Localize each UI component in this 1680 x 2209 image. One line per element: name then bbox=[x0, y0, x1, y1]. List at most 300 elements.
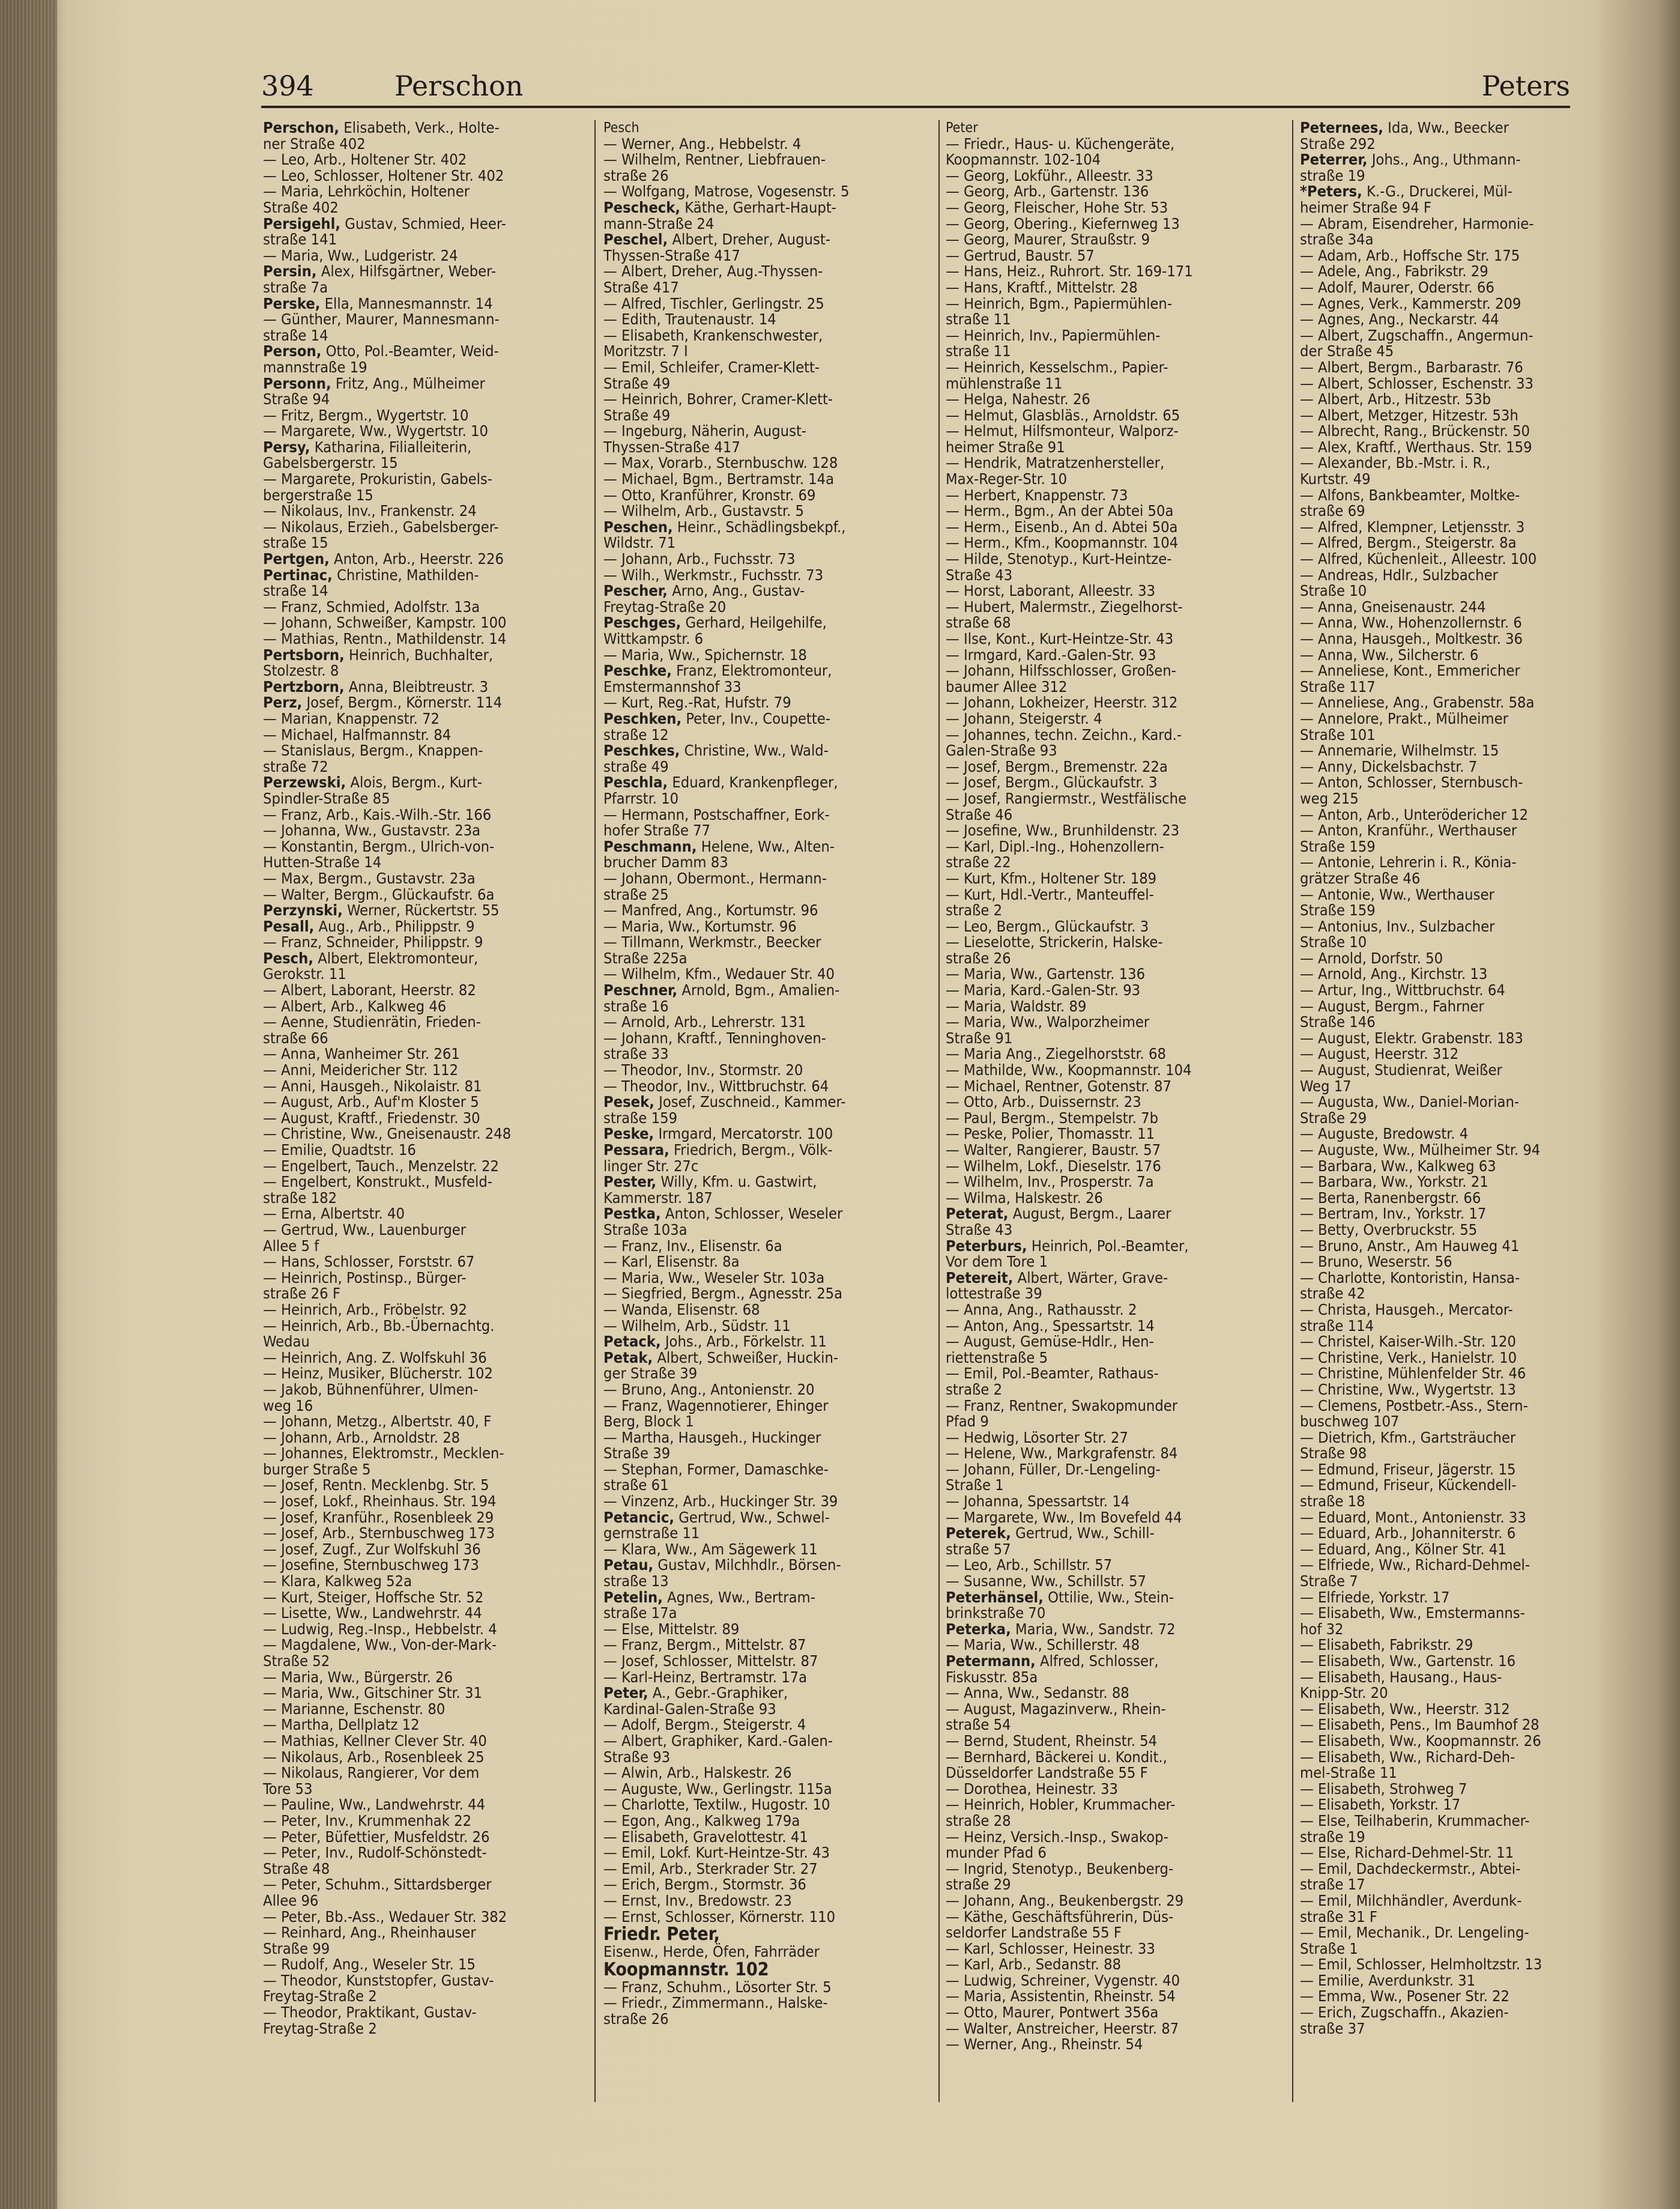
entry-text: — Albert, Graphiker, Kard.-Galen- bbox=[603, 1732, 833, 1750]
entry-surname: Petack, bbox=[603, 1333, 661, 1351]
directory-entry bbox=[603, 1222, 934, 1238]
page-number: 394 bbox=[261, 70, 314, 102]
entry-text: — Auguste, Ww., Mülheimer Str. 94 bbox=[1300, 1141, 1541, 1159]
entry-text: — Otto, Arb., Duissernstr. 23 bbox=[946, 1093, 1141, 1111]
entry-text: — Emilie, Quadtstr. 16 bbox=[263, 1141, 416, 1159]
entry-text: — Christine, Verk., Hanielstr. 10 bbox=[1300, 1348, 1517, 1366]
running-head-left: Perschon bbox=[394, 70, 524, 102]
entry-text: Arno, Ang., Gustav- bbox=[667, 582, 805, 600]
entry-text: — Franz, Bergm., Mittelstr. 87 bbox=[603, 1636, 806, 1654]
directory-entry bbox=[1300, 1605, 1630, 1622]
entry-text: — Josef, Rangiermstr., Westfälische bbox=[946, 789, 1187, 807]
directory-entry bbox=[1300, 1159, 1630, 1175]
entry-text: — Andreas, Hdlr., Sulzbacher bbox=[1300, 566, 1498, 584]
entry-text: — Maria, Ww., Weseler Str. 103a bbox=[603, 1268, 825, 1286]
directory-entry bbox=[946, 1797, 1285, 1813]
directory-entry bbox=[263, 679, 587, 695]
directory-entry bbox=[946, 647, 1285, 664]
entry-text: — Johann, Ang., Beukenbergstr. 29 bbox=[946, 1891, 1184, 1909]
directory-entry bbox=[946, 695, 1285, 711]
entry-text: — Agnes, Verk., Kammerstr. 209 bbox=[1300, 294, 1521, 312]
directory-entry bbox=[263, 1893, 587, 1909]
entry-text: — Maria, Ww., Kortumstr. 96 bbox=[603, 917, 797, 935]
entry-text: — Rudolf, Ang., Weseler Str. 15 bbox=[263, 1956, 476, 1974]
entry-text: Wedau bbox=[263, 1333, 310, 1351]
directory-entry bbox=[946, 727, 1285, 744]
directory-entry bbox=[1300, 855, 1630, 871]
entry-text: — Karl, Elisenstr. 8a bbox=[603, 1253, 740, 1271]
directory-entry bbox=[603, 966, 934, 983]
entry-text: — Edmund, Friseur, Kückendell- bbox=[1300, 1476, 1517, 1494]
entry-text: Emstermannshof 33 bbox=[603, 677, 742, 695]
directory-entry bbox=[263, 1366, 587, 1382]
entry-text: Anton, Arb., Heerstr. 226 bbox=[329, 550, 504, 568]
directory-entry bbox=[1300, 1670, 1630, 1686]
entry-text: Kurtstr. 49 bbox=[1300, 470, 1371, 488]
entry-text: straße 16 bbox=[603, 997, 669, 1015]
entry-text: Gabelsbergerstr. 15 bbox=[263, 454, 398, 472]
directory-entry bbox=[946, 1382, 1285, 1398]
directory-entry bbox=[263, 1590, 587, 1606]
directory-entry bbox=[1300, 1014, 1630, 1031]
directory-entry bbox=[603, 1909, 934, 1926]
entry-text: — Michael, Halfmannstr. 84 bbox=[263, 726, 452, 744]
directory-entry bbox=[603, 631, 934, 647]
entry-text: Christine, Mathilden- bbox=[332, 566, 479, 584]
entry-text: — Anton, Arb., Unterödericher 12 bbox=[1300, 805, 1529, 823]
directory-entry bbox=[1300, 583, 1630, 599]
directory-entry bbox=[1300, 503, 1630, 520]
directory-entry bbox=[603, 1622, 934, 1638]
directory-entry bbox=[946, 392, 1285, 408]
directory-entry bbox=[603, 647, 934, 664]
entry-text: — Heinrich, Hobler, Krummacher- bbox=[946, 1796, 1176, 1814]
directory-entry bbox=[1300, 1750, 1630, 1766]
directory-entry bbox=[1300, 1079, 1630, 1095]
entry-text: Gustav, Milchhdlr., Börsen- bbox=[653, 1556, 841, 1574]
directory-entry bbox=[946, 1877, 1285, 1893]
entry-text: — Elisabeth, Gravelottestr. 41 bbox=[603, 1828, 808, 1846]
directory-entry bbox=[603, 1605, 934, 1622]
entry-text: straße 11 bbox=[946, 311, 1011, 329]
directory-entry bbox=[603, 807, 934, 823]
entry-surname: Perzynski, bbox=[263, 901, 343, 920]
entry-text: — Alfred, Klempner, Letjensstr. 3 bbox=[1300, 518, 1525, 536]
directory-entry bbox=[603, 488, 934, 504]
entry-text: Straße 7 bbox=[1300, 1572, 1358, 1590]
entry-text: Straße 146 bbox=[1300, 1013, 1376, 1031]
entry-text: — Georg, Maurer, Straußstr. 9 bbox=[946, 231, 1150, 249]
entry-text: — Mathilde, Ww., Koopmannstr. 104 bbox=[946, 1061, 1192, 1079]
entry-text: — Peter, Inv., Krummenhak 22 bbox=[263, 1811, 472, 1829]
directory-entry bbox=[263, 328, 587, 344]
directory-entry bbox=[263, 1446, 587, 1462]
entry-text: — Theodor, Inv., Stormstr. 20 bbox=[603, 1061, 803, 1079]
directory-entry bbox=[946, 1557, 1285, 1574]
directory-entry bbox=[1300, 727, 1630, 744]
entry-text: — Friedr., Zimmermann., Halske- bbox=[603, 1994, 828, 2012]
directory-entry bbox=[1300, 440, 1630, 456]
entry-text: Pfarrstr. 10 bbox=[603, 789, 679, 807]
entry-text: Ella, Mannesmannstr. 14 bbox=[320, 294, 493, 312]
directory-entry bbox=[263, 1829, 587, 1846]
directory-entry bbox=[263, 1685, 587, 1701]
entry-text: straße 18 bbox=[1300, 1492, 1365, 1511]
entry-text: — Hans, Schlosser, Forststr. 67 bbox=[263, 1253, 475, 1271]
directory-entry bbox=[946, 1973, 1285, 1989]
directory-entry bbox=[1300, 1957, 1630, 1973]
directory-entry bbox=[946, 1494, 1285, 1510]
entry-text: — Theodor, Praktikant, Gustav- bbox=[263, 2004, 477, 2022]
entry-text: — Susanne, Ww., Schillstr. 57 bbox=[946, 1572, 1147, 1590]
entry-text: — Elisabeth, Strohweg 7 bbox=[1300, 1780, 1467, 1798]
entry-text: — Hubert, Malermstr., Ziegelhorst- bbox=[946, 598, 1183, 616]
directory-entry bbox=[1300, 887, 1630, 903]
entry-text: der Straße 45 bbox=[1300, 342, 1394, 360]
entry-text: — Else, Mittelstr. 89 bbox=[603, 1620, 740, 1638]
directory-entry bbox=[263, 216, 587, 232]
directory-entry bbox=[603, 679, 934, 695]
entry-surname: Peterhänsel, bbox=[946, 1588, 1044, 1606]
directory-entry bbox=[263, 1350, 587, 1366]
entry-text: Straße 117 bbox=[1300, 677, 1376, 695]
directory-entry bbox=[603, 200, 934, 216]
entry-text: — Wilh., Werkmstr., Fuchsstr. 73 bbox=[603, 566, 824, 584]
entry-text: A., Gebr.-Graphiker, bbox=[648, 1684, 788, 1702]
entry-text: seldorfer Landstraße 55 F bbox=[946, 1924, 1122, 1942]
directory-entry bbox=[1300, 312, 1630, 328]
entry-text: — Josefine, Ww., Brunhildenstr. 23 bbox=[946, 822, 1180, 840]
directory-entry bbox=[1300, 1190, 1630, 1207]
entry-text: — Johann, Kraftf., Tenninghoven- bbox=[603, 1029, 826, 1047]
directory-entry bbox=[946, 535, 1285, 551]
entry-text: — Hilde, Stenotyp., Kurt-Heintze- bbox=[946, 550, 1172, 568]
directory-entry bbox=[263, 999, 587, 1015]
directory-entry bbox=[1300, 1797, 1630, 1813]
directory-entry bbox=[603, 216, 934, 232]
entry-text: — Engelbert, Konstrukt., Musfeld- bbox=[263, 1173, 493, 1191]
directory-entry bbox=[1300, 1542, 1630, 1558]
entry-text: — Ingeburg, Näherin, August- bbox=[603, 422, 807, 440]
directory-entry bbox=[1300, 1062, 1630, 1079]
directory-entry bbox=[263, 887, 587, 903]
entry-surname: Pertzborn, bbox=[263, 677, 345, 695]
entry-surname: Pescher, bbox=[603, 582, 668, 600]
directory-entry bbox=[1300, 1350, 1630, 1366]
directory-entry bbox=[263, 1046, 587, 1062]
entry-text: — Franz, Wagennotierer, Ehinger bbox=[603, 1396, 829, 1414]
directory-entry bbox=[603, 455, 934, 471]
directory-entry bbox=[946, 344, 1285, 360]
directory-entry bbox=[263, 1510, 587, 1526]
entry-text: — Anton, Kranführ., Werthauser bbox=[1300, 822, 1517, 840]
directory-entry bbox=[1300, 1717, 1630, 1733]
entry-surname: Persigehl, bbox=[263, 214, 341, 232]
directory-entry bbox=[603, 1446, 934, 1462]
directory-entry bbox=[946, 711, 1285, 727]
directory-entry bbox=[946, 1142, 1285, 1159]
directory-entry bbox=[1300, 1094, 1630, 1111]
entry-text: straße 15 bbox=[263, 534, 328, 552]
entry-text: — Antonius, Inv., Sulzbacher bbox=[1300, 917, 1495, 935]
entry-text: — Annelore, Prakt., Mülheimer bbox=[1300, 709, 1508, 727]
entry-text: — Klara, Kalkweg 52a bbox=[263, 1572, 412, 1590]
entry-text: — Ilse, Kont., Kurt-Heintze-Str. 43 bbox=[946, 630, 1174, 647]
entry-text: — Bruno, Ang., Antonienstr. 20 bbox=[603, 1380, 815, 1398]
entry-text: straße 26 bbox=[946, 949, 1011, 967]
entry-text: Düsseldorfer Landstraße 55 F bbox=[946, 1764, 1148, 1782]
entry-text: — Johanna, Spessartstr. 14 bbox=[946, 1492, 1130, 1511]
entry-text: Koopmannstr. 102-104 bbox=[946, 151, 1101, 169]
entry-surname: Perske, bbox=[263, 294, 321, 312]
directory-entry bbox=[1300, 1446, 1630, 1462]
directory-entry bbox=[1300, 152, 1630, 168]
directory-entry bbox=[1300, 647, 1630, 664]
directory-entry bbox=[946, 1653, 1285, 1670]
entry-surname: Petelin, bbox=[603, 1588, 663, 1606]
entry-text: Straße 159 bbox=[1300, 837, 1376, 855]
directory-entry bbox=[1300, 264, 1630, 280]
entry-text: — Else, Richard-Dehmel-Str. 11 bbox=[1300, 1844, 1514, 1862]
entry-surname: Pesek, bbox=[603, 1093, 654, 1111]
directory-entry bbox=[1300, 1318, 1630, 1335]
directory-entry bbox=[263, 1206, 587, 1222]
directory-entry bbox=[263, 200, 587, 216]
directory-entry bbox=[946, 1670, 1285, 1686]
entry-text: — Franz, Inv., Elisenstr. 6a bbox=[603, 1237, 782, 1255]
entry-text: — Gertrud, Baustr. 57 bbox=[946, 246, 1095, 264]
entry-text: — Wilhelm, Arb., Südstr. 11 bbox=[603, 1317, 791, 1335]
entry-text: Johs., Arb., Förkelstr. 11 bbox=[660, 1333, 827, 1351]
directory-entry bbox=[1300, 232, 1630, 248]
entry-text: Straße 49 bbox=[603, 374, 671, 392]
column-4 bbox=[1300, 120, 1630, 2037]
entry-text: straße 68 bbox=[946, 614, 1011, 632]
directory-entry bbox=[946, 1590, 1285, 1606]
entry-text: — Anna, Ww., Sedanstr. 88 bbox=[946, 1684, 1129, 1702]
directory-entry bbox=[603, 999, 934, 1015]
directory-entry bbox=[946, 312, 1285, 328]
entry-surname: Person, bbox=[263, 342, 322, 360]
directory-entry bbox=[1300, 296, 1630, 312]
entry-text: straße 28 bbox=[946, 1811, 1011, 1829]
directory-entry bbox=[946, 951, 1285, 967]
entry-text: — Peske, Polier, Thomasstr. 11 bbox=[946, 1125, 1155, 1143]
entry-text: Wittkampstr. 6 bbox=[603, 630, 704, 647]
directory-entry bbox=[1300, 1462, 1630, 1478]
directory-entry bbox=[603, 1206, 934, 1222]
entry-text: Thyssen-Straße 417 bbox=[603, 438, 740, 456]
entry-text: — Walter, Anstreicher, Heerstr. 87 bbox=[946, 2019, 1179, 2037]
entry-text: — Artur, Ing., Wittbruchstr. 64 bbox=[1300, 981, 1505, 999]
directory-entry bbox=[1300, 1414, 1630, 1430]
entry-text: — Edith, Trautenaustr. 14 bbox=[603, 311, 776, 329]
directory-entry bbox=[946, 1046, 1285, 1062]
directory-entry bbox=[603, 1797, 934, 1813]
directory-entry bbox=[946, 1302, 1285, 1318]
directory-entry bbox=[603, 168, 934, 184]
directory-entry bbox=[946, 264, 1285, 280]
entry-text: — Johannes, techn. Zeichn., Kard.- bbox=[946, 726, 1182, 744]
entry-surname: Petermann, bbox=[946, 1652, 1036, 1670]
directory-entry bbox=[946, 1510, 1285, 1526]
entry-text: — Maria, Ww., Walporzheimer bbox=[946, 1013, 1150, 1031]
entry-text: — Konstantin, Bergm., Ulrich-von- bbox=[263, 837, 495, 855]
directory-entry bbox=[603, 1670, 934, 1686]
directory-entry bbox=[946, 248, 1285, 264]
entry-text: — Helmut, Glasbläs., Arnoldstr. 65 bbox=[946, 406, 1180, 424]
directory-entry bbox=[263, 1861, 587, 1877]
entry-text: straße 33 bbox=[603, 1045, 669, 1063]
directory-entry bbox=[1300, 1270, 1630, 1286]
entry-text: — Leo, Arb., Schillstr. 57 bbox=[946, 1556, 1113, 1574]
entry-text: — Josef, Schlosser, Mittelstr. 87 bbox=[603, 1652, 818, 1670]
directory-entry bbox=[946, 455, 1285, 471]
directory-entry bbox=[946, 1414, 1285, 1430]
directory-entry bbox=[603, 1398, 934, 1414]
entry-text: — Walter, Rangierer, Baustr. 57 bbox=[946, 1141, 1161, 1159]
directory-entry bbox=[603, 983, 934, 999]
directory-entry bbox=[263, 120, 587, 136]
directory-entry bbox=[263, 951, 587, 967]
entry-text: — Heinrich, Bohrer, Cramer-Klett- bbox=[603, 390, 833, 408]
directory-entry bbox=[1300, 1813, 1630, 1829]
entry-text: straße 14 bbox=[263, 326, 328, 344]
directory-entry bbox=[1300, 935, 1630, 951]
entry-text: Knipp-Str. 20 bbox=[1300, 1684, 1388, 1702]
directory-entry bbox=[263, 488, 587, 504]
directory-entry bbox=[946, 2021, 1285, 2037]
directory-entry bbox=[263, 1174, 587, 1190]
entry-text: Wildstr. 71 bbox=[603, 534, 676, 552]
entry-text: — Nikolaus, Rangierer, Vor dem bbox=[263, 1764, 480, 1782]
entry-text: — Maria, Ww., Schillerstr. 48 bbox=[946, 1636, 1140, 1654]
entry-text: — Alfred, Bergm., Steigerstr. 8a bbox=[1300, 534, 1517, 552]
directory-entry bbox=[603, 1557, 934, 1574]
directory-entry bbox=[603, 1270, 934, 1286]
entry-text: — Otto, Kranführer, Kronstr. 69 bbox=[603, 486, 816, 504]
entry-text: — Emil, Lokf. Kurt-Heintze-Str. 43 bbox=[603, 1844, 830, 1862]
directory-entry bbox=[263, 1845, 587, 1861]
directory-entry bbox=[1300, 1701, 1630, 1718]
directory-entry bbox=[263, 1398, 587, 1414]
entry-text: — Albert, Zugschaffn., Angermun- bbox=[1300, 326, 1533, 344]
entry-text: August, Bergm., Laarer bbox=[1008, 1205, 1171, 1223]
entry-text: — Anny, Dickelsbachstr. 7 bbox=[1300, 757, 1478, 775]
entry-text: Agnes, Ww., Bertram- bbox=[662, 1588, 815, 1606]
entry-text: Straße 99 bbox=[263, 1939, 330, 1957]
entry-text: — Josef, Kranführ., Rosenbleek 29 bbox=[263, 1508, 494, 1526]
entry-text: Weg 17 bbox=[1300, 1077, 1352, 1095]
entry-text: — Martha, Hausgeh., Huckinger bbox=[603, 1428, 821, 1446]
directory-entry bbox=[946, 1605, 1285, 1622]
directory-entry bbox=[1300, 168, 1630, 184]
entry-text: Albert, Schweißer, Huckin- bbox=[653, 1348, 839, 1366]
entry-text: — Werner, Ang., Rheinstr. 54 bbox=[946, 2035, 1143, 2053]
entry-text: — Abram, Eisendreher, Harmonie- bbox=[1300, 214, 1534, 232]
entry-text: Straße 225a bbox=[603, 949, 687, 967]
directory-entry bbox=[603, 871, 934, 887]
entry-surname: Pertgen, bbox=[263, 550, 330, 568]
directory-entry bbox=[1300, 1622, 1630, 1638]
entry-text: straße 69 bbox=[1300, 502, 1365, 520]
entry-surname: Persy, bbox=[263, 438, 310, 456]
directory-entry bbox=[1300, 280, 1630, 296]
entry-text: Albert, Wärter, Grave- bbox=[1013, 1268, 1168, 1286]
directory-entry bbox=[263, 791, 587, 807]
entry-text: — Karl, Arb., Sedanstr. 88 bbox=[946, 1956, 1122, 1974]
directory-entry bbox=[603, 1046, 934, 1062]
entry-text: — Wilhelm, Kfm., Wedauer Str. 40 bbox=[603, 965, 835, 983]
directory-entry bbox=[1300, 1973, 1630, 1989]
entry-text: — Emil, Schlosser, Helmholtzstr. 13 bbox=[1300, 1956, 1543, 1974]
entry-text: Albert, Elektromonteur, bbox=[313, 949, 479, 967]
entry-text: — Paul, Bergm., Stempelstr. 7b bbox=[946, 1109, 1159, 1127]
directory-entry bbox=[603, 1845, 934, 1861]
directory-entry bbox=[263, 1526, 587, 1542]
directory-entry bbox=[263, 1542, 587, 1558]
directory-entry bbox=[1300, 1046, 1630, 1062]
entry-text: — Albrecht, Rang., Brückenstr. 50 bbox=[1300, 422, 1530, 440]
entry-text: straße 26 bbox=[603, 2010, 669, 2028]
directory-entry bbox=[603, 1174, 934, 1190]
directory-entry bbox=[263, 1462, 587, 1478]
entry-text: — Anna, Ang., Rathausstr. 2 bbox=[946, 1300, 1137, 1318]
directory-entry bbox=[946, 919, 1285, 935]
entry-text: — Herbert, Knappenstr. 73 bbox=[946, 486, 1128, 504]
directory-entry bbox=[946, 599, 1285, 616]
entry-text: — Herm., Eisenb., An d. Abtei 50a bbox=[946, 518, 1178, 536]
entry-text: — Wilhelm, Rentner, Liebfrauen- bbox=[603, 151, 826, 169]
directory-entry bbox=[263, 1190, 587, 1207]
directory-entry bbox=[263, 727, 587, 744]
directory-entry bbox=[946, 1334, 1285, 1350]
directory-entry bbox=[946, 1765, 1285, 1781]
entry-text: Heinr., Schädlingsbekpf., bbox=[672, 518, 846, 536]
directory-entry bbox=[263, 1637, 587, 1653]
entry-text: — Albert, Arb., Kalkweg 46 bbox=[263, 997, 447, 1015]
directory-entry bbox=[1300, 1398, 1630, 1414]
entry-text: — August, Studienrat, Weißer bbox=[1300, 1061, 1502, 1079]
entry-text: heimer Straße 94 F bbox=[1300, 198, 1432, 216]
directory-entry bbox=[946, 232, 1285, 248]
directory-entry bbox=[263, 1094, 587, 1111]
entry-text: buschweg 107 bbox=[1300, 1413, 1400, 1431]
directory-entry bbox=[603, 695, 934, 711]
entry-text: — Alfons, Bankbeamter, Moltke- bbox=[1300, 486, 1520, 504]
entry-text: Thyssen-Straße 417 bbox=[603, 246, 740, 264]
directory-entry bbox=[603, 1510, 934, 1526]
entry-text: — Emil, Milchhändler, Averdunk- bbox=[1300, 1891, 1522, 1909]
entry-text: — Christine, Mühlenfelder Str. 46 bbox=[1300, 1365, 1526, 1383]
entry-text: — Elisabeth, Fabrikstr. 29 bbox=[1300, 1636, 1473, 1654]
entry-text: — Horst, Laborant, Alleestr. 33 bbox=[946, 582, 1156, 600]
directory-entry bbox=[263, 631, 587, 647]
directory-entry bbox=[946, 1701, 1285, 1718]
entry-text: — Berta, Ranenbergstr. 66 bbox=[1300, 1189, 1481, 1207]
directory-entry bbox=[946, 1574, 1285, 1590]
header-rule bbox=[261, 106, 1570, 108]
entry-surname: Pescheck, bbox=[603, 198, 681, 216]
entry-text: Straße 10 bbox=[1300, 582, 1367, 600]
directory-entry bbox=[1300, 1574, 1630, 1590]
entry-text: Straße 39 bbox=[603, 1444, 671, 1462]
entry-text: Hutten-Straße 14 bbox=[263, 853, 382, 871]
entry-text: bergerstraße 15 bbox=[263, 486, 373, 504]
directory-entry bbox=[263, 919, 587, 935]
directory-entry bbox=[263, 1925, 587, 1941]
entry-text: — Nikolaus, Arb., Rosenbleek 25 bbox=[263, 1748, 485, 1766]
